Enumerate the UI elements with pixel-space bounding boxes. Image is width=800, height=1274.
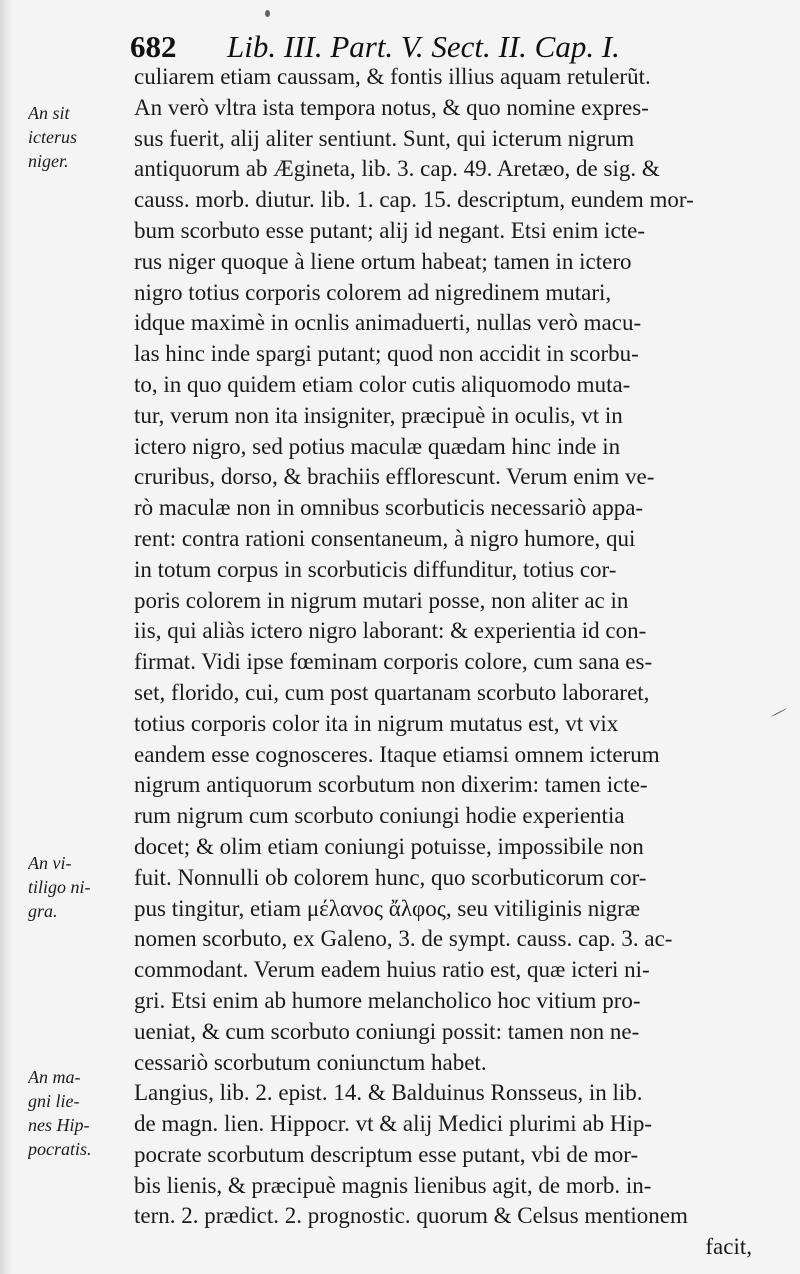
text-line: las hinc inde spargi putant; quod non accidit in scorbu- [134, 341, 639, 367]
text-line: culiarem etiam caussam, & fontis illius aquam retulerũt. [134, 64, 651, 89]
margin-note-line: gni lie- [28, 1091, 80, 1111]
text-line: pocrate scorbutum descriptum esse putant, vbi de mor- [134, 1141, 639, 1167]
text-line: in totum corpus in scorbuticis diffunditur, totius cor- [134, 556, 617, 582]
margin-note-line: tiligo ni- [28, 877, 91, 897]
ink-speck [771, 708, 787, 717]
text-line: rum nigrum cum scorbuto coniungi hodie experientia [134, 803, 625, 829]
margin-note-vitiligo-nigra [28, 851, 123, 923]
text-line: gri. Etsi enim ab humore melancholico hoc vitium pro- [134, 987, 641, 1013]
text-line: to, in quo quidem etiam color cutis aliquomodo muta- [134, 371, 631, 397]
main-text-block [134, 62, 757, 1263]
text-line: bis lienis, & præcipuè magnis lienibus agit, de morb. in- [134, 1172, 652, 1198]
text-line: sus fuerit, alij aliter sentiunt. Sunt, qui icterum nigrum [134, 125, 635, 151]
text-line: tur, verum non ita insigniter, præcipuè in oculis, vt in [134, 402, 623, 428]
margin-note-magni-lienes [28, 1065, 123, 1161]
text-line: Langius, lib. 2. epist. 14. & Balduinus Ronsseus, in lib. [134, 1080, 643, 1106]
margin-note-line: An sit [28, 103, 70, 123]
margin-note-icterus-niger [28, 101, 123, 173]
text-line: cessariò scorbutum coniunctum habet. [134, 1049, 487, 1075]
text-line: nigro totius corporis colorem ad nigredinem mutari, [134, 279, 612, 305]
text-line: docet; & olim etiam coniungi potuisse, impossibile non [134, 833, 644, 859]
text-line: fuit. Nonnulli ob colorem hunc, quo scorbuticorum cor- [134, 864, 647, 890]
ink-speck [265, 10, 270, 17]
text-line: idque maximè in ocnlis animaduerti, nullas verò macu- [134, 310, 642, 336]
text-line: de magn. lien. Hippocr. vt & alij Medici plurimi ab Hip- [134, 1111, 653, 1137]
text-line: facit, [705, 1234, 752, 1260]
text-line: commodant. Verum eadem huius ratio est, quæ icteri ni- [134, 957, 650, 983]
margin-note-line: nes Hip- [28, 1115, 90, 1135]
text-line: set, florido, cui, cum post quartanam scorbuto laboraret, [134, 679, 650, 705]
margin-note-line: An ma- [28, 1067, 81, 1087]
text-line: pus tingitur, etiam μέλανος ἄλφος, seu vitiliginis nigræ [134, 895, 641, 921]
margin-note-line: gra. [28, 901, 58, 921]
text-line: ictero nigro, sed potius maculæ quædam hinc inde in [134, 433, 621, 459]
text-line: tern. 2. prædict. 2. prognostic. quorum & Celsus mentionem [134, 1203, 688, 1229]
text-line: bum scorbuto esse putant; alij id negant. Etsi enim icte- [134, 217, 645, 243]
margin-note-line: icterus [28, 127, 77, 147]
text-line: nomen scorbuto, ex Galeno, 3. de sympt. causs. cap. 3. ac- [134, 926, 673, 952]
text-line: iis, qui aliàs ictero nigro laborant: & experientia id con- [134, 618, 647, 644]
margin-note-line: pocratis. [28, 1139, 92, 1159]
text-line: poris colorem in nigrum mutari posse, non aliter ac in [134, 587, 629, 613]
page-number: 682 [130, 29, 177, 64]
running-title: Lib. III. Part. V. Sect. II. Cap. I. [227, 29, 620, 64]
text-line: antiquorum ab Ægineta, lib. 3. cap. 49. Aretæo, de sig. & [134, 156, 660, 182]
text-line: rò maculæ non in omnibus scorbuticis necessariò appa- [134, 495, 644, 521]
text-line: ueniat, & cum scorbuto coniungi possit: tamen non ne- [134, 1018, 640, 1044]
text-line: eandem esse cognosceres. Itaque etiamsi omnem icterum [134, 741, 660, 767]
text-line: An verò vltra ista tempora notus, & quo nomine expres- [134, 94, 649, 120]
text-line: firmat. Vidi ipse fœminam corporis colore, cum sana es- [134, 649, 653, 675]
text-line: totius corporis color ita in nigrum mutatus est, vt vix [134, 710, 619, 736]
text-line: rent: contra rationi consentaneum, à nigro humore, qui [134, 525, 636, 551]
margin-note-line: An vi- [28, 853, 72, 873]
text-line: causs. morb. diutur. lib. 1. cap. 15. descriptum, eundem mor- [134, 187, 694, 213]
text-line: nigrum antiquorum scorbutum non dixerim: tamen icte- [134, 772, 648, 798]
text-line: cruribus, dorso, & brachiis efflorescunt. Verum enim ve- [134, 464, 655, 490]
text-line: rus niger quoque à liene ortum habeat; tamen in ictero [134, 248, 632, 274]
margin-note-line: niger. [28, 151, 69, 171]
